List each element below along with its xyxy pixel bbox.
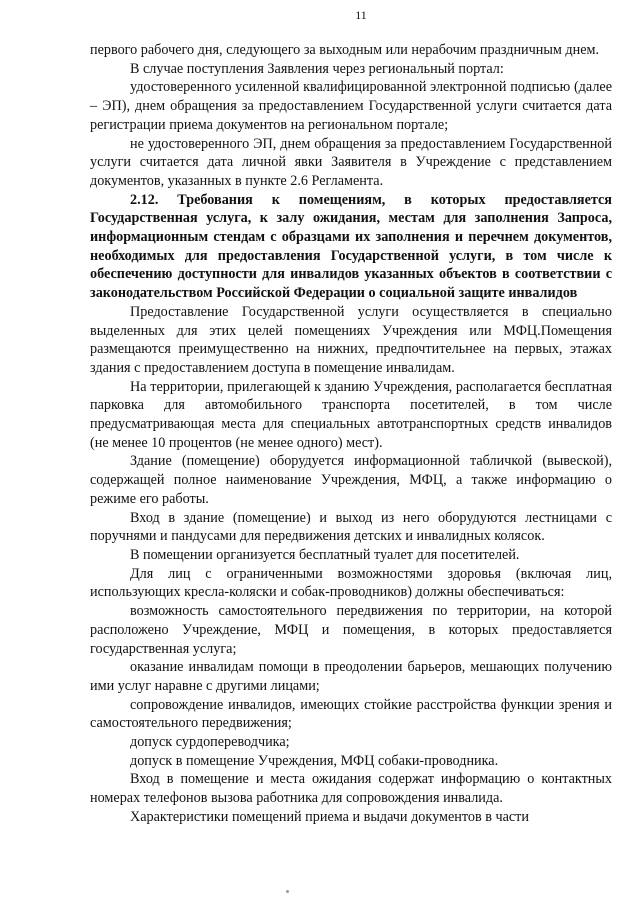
paragraph: не удостоверенного ЭП, днем обращения за предоставлением Государственной услуги считается дата личной явки Заявителя в Учреждение с представлением документов, указанных в пункте 2.6 Регламента. — [90, 135, 612, 189]
paragraph: сопровождение инвалидов, имеющих стойкие расстройства функции зрения и самостоятельного передвижения; — [90, 696, 612, 732]
section-heading: 2.12. Требования к помещениям, в которых предоставляется Государственная услуга, к залу ожидания, местам для заполнения Запроса, информационным стендам с образцами их заполнения и перечнем документов, необходимых для предоставления Государственной услуги, в том числе к обеспечению доступности для инвалидов указанных объектов в соответствии с законодательством Российской Федерации о социальной защите инвалидов — [90, 191, 612, 302]
paragraph: Характеристики помещений приема и выдачи документов в части — [130, 808, 529, 825]
paragraph: возможность самостоятельного передвижения по территории, на которой расположено Учреждение, МФЦ и помещения, в которых предоставляется государственная услуга; — [90, 603, 612, 657]
paragraph: В случае поступления Заявления через региональный портал: — [130, 60, 504, 77]
paragraph: удостоверенного усиленной квалифицированной электронной подписью (далее – ЭП), днем обращения за предоставлением Государственной услуги считается дата регистрации приема документов на региональном портале; — [90, 79, 612, 133]
page-number: 11 — [355, 8, 367, 22]
paragraph: Вход в здание (помещение) и выход из него оборудуются лестницами с поручнями и пандусами для передвижения детских и инвалидных колясок. — [90, 509, 612, 545]
paragraph: В помещении организуется бесплатный туалет для посетителей. — [130, 546, 520, 563]
paragraph: Предоставление Государственной услуги осуществляется в специально выделенных для этих целей помещениях Учреждения или МФЦ.Помещения размещаются преимущественно на нижних, предпочтительнее на первых, этажах здания с предоставлением доступа в помещение инвалидам. — [90, 303, 612, 376]
paragraph: допуск в помещение Учреждения, МФЦ собаки-проводника. — [130, 752, 499, 769]
paragraph: На территории, прилегающей к зданию Учреждения, располагается бесплатная парковка для автомобильного транспорта посетителей, в том числе предусматривающая места для специальных автотранспортных средств инвалидов (не менее 10 процентов (не менее одного) мест). — [90, 378, 612, 451]
paragraph: Вход в помещение и места ожидания содержат информацию о контактных номерах телефонов вызова работника для сопровождения инвалида. — [90, 771, 612, 807]
paragraph: Для лиц с ограниченными возможностями здоровья (включая лиц, использующих кресла-коляски и собак-проводников) должны обеспечиваться: — [90, 565, 612, 601]
paragraph: Здание (помещение) оборудуется информационной табличкой (вывеской), содержащей полное наименование Учреждения, МФЦ, а также информацию о режиме его работы. — [90, 453, 612, 507]
paragraph: допуск сурдопереводчика; — [130, 734, 290, 751]
scan-speck — [286, 890, 289, 893]
paragraph: первого рабочего дня, следующего за выходным или нерабочим праздничным днем. — [90, 42, 600, 58]
document-body — [90, 41, 612, 827]
paragraph: оказание инвалидам помощи в преодолении барьеров, мешающих получению ими услуг наравне с другими лицами; — [90, 659, 612, 694]
